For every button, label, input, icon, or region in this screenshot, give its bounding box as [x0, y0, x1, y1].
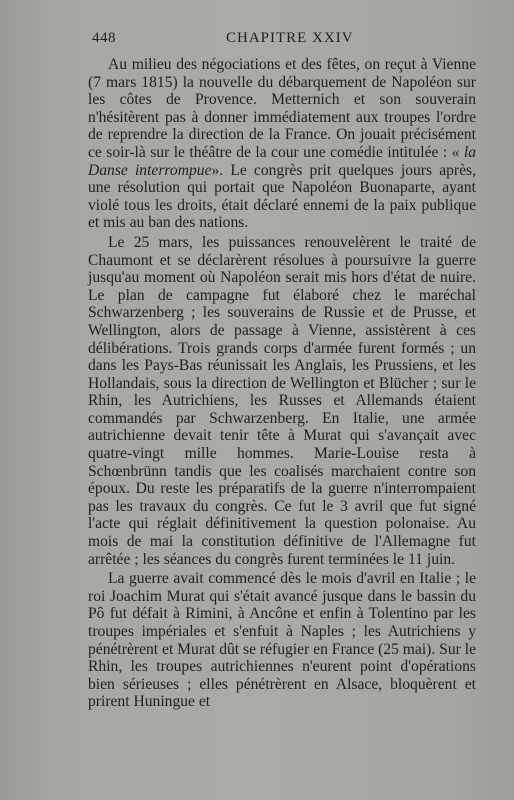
chapter-title: CHAPITRE XXIV [226, 30, 354, 46]
paragraph-2: Le 25 mars, les puissances renouvelèrent le traité de Chaumont et se déclarèrent résolues à poursuivre la guerre jusqu'au moment où Napoléon serait mis hors d'état de nuire. Le plan de campagne fut élaboré chez le maréchal Schwarzenberg ; les souverains de Russie et de Prusse, et Wellington, alors de passage à Vienne, assistèrent à ces délibérations. Trois grands corps d'armée furent formés ; un dans les Pays-Bas réunissait les Anglais, les Prussiens, et les Hollandais, sous la direction de Wellington et Blücher ; sur le Rhin, les Autrichiens, les Russes et Allemands étaient commandés par Schwarzenberg. En Italie, une armée autrichienne devait tenir tête à Murat qui s'avançait avec quatre-vingt mille hommes. Marie-Louise resta à Schœnbrünn tandis que les coalisés marchaient contre son époux. Du reste les préparatifs de la guerre n'interrompaient pas les travaux du congrès. Ce fut le 3 avril que fut signé l'acte qui réglait définitivement la question polonaise. Au mois de mai la constitution définitive de l'Allemagne fut arrêtée ; les séances du congrès furent terminées le 11 juin. [88, 233, 476, 568]
play-title: la Danse interrompue [88, 143, 476, 179]
running-head [92, 30, 482, 48]
paragraph-1-after: ». Le congrès prit quelques jours après, une résolution qui portait que Napoléon Buonaparte, ayant violé tous les droits, était déclaré ennemi de la paix publique et mis au ban des nations. [88, 161, 476, 232]
paragraph-1 [88, 56, 476, 232]
paragraph-1-before: Au milieu des négociations et des fêtes, on reçut à Vienne (7 mars 1815) la nouvelle du débarquement de Napoléon sur les côtes de Provence. Metternich et son souverain n'hésitèrent pas à donner immédiatement aux troupes l'ordre de reprendre la direction de la France. On jouait précisément ce soir-là sur le théâtre de la cour une comédie intitulée : « [88, 56, 476, 161]
paragraph-3: La guerre avait commencé dès le mois d'avril en Italie ; le roi Joachim Murat qui s'était avancé jusque dans le bassin du Pô fut défait à Rimini, à Ancône et enfin à Tolentino par les troupes impériales et s'enfuit à Naples ; les Autrichiens y pénétrèrent et Murat dût se réfugier en France (25 mai). Sur le Rhin, les troupes autrichiennes n'eurent point d'opérations bien sérieuses ; elles pénétrèrent en Alsace, bloquèrent et prirent Huningue et [88, 570, 476, 711]
body-text [88, 56, 476, 711]
page-number: 448 [92, 30, 116, 46]
